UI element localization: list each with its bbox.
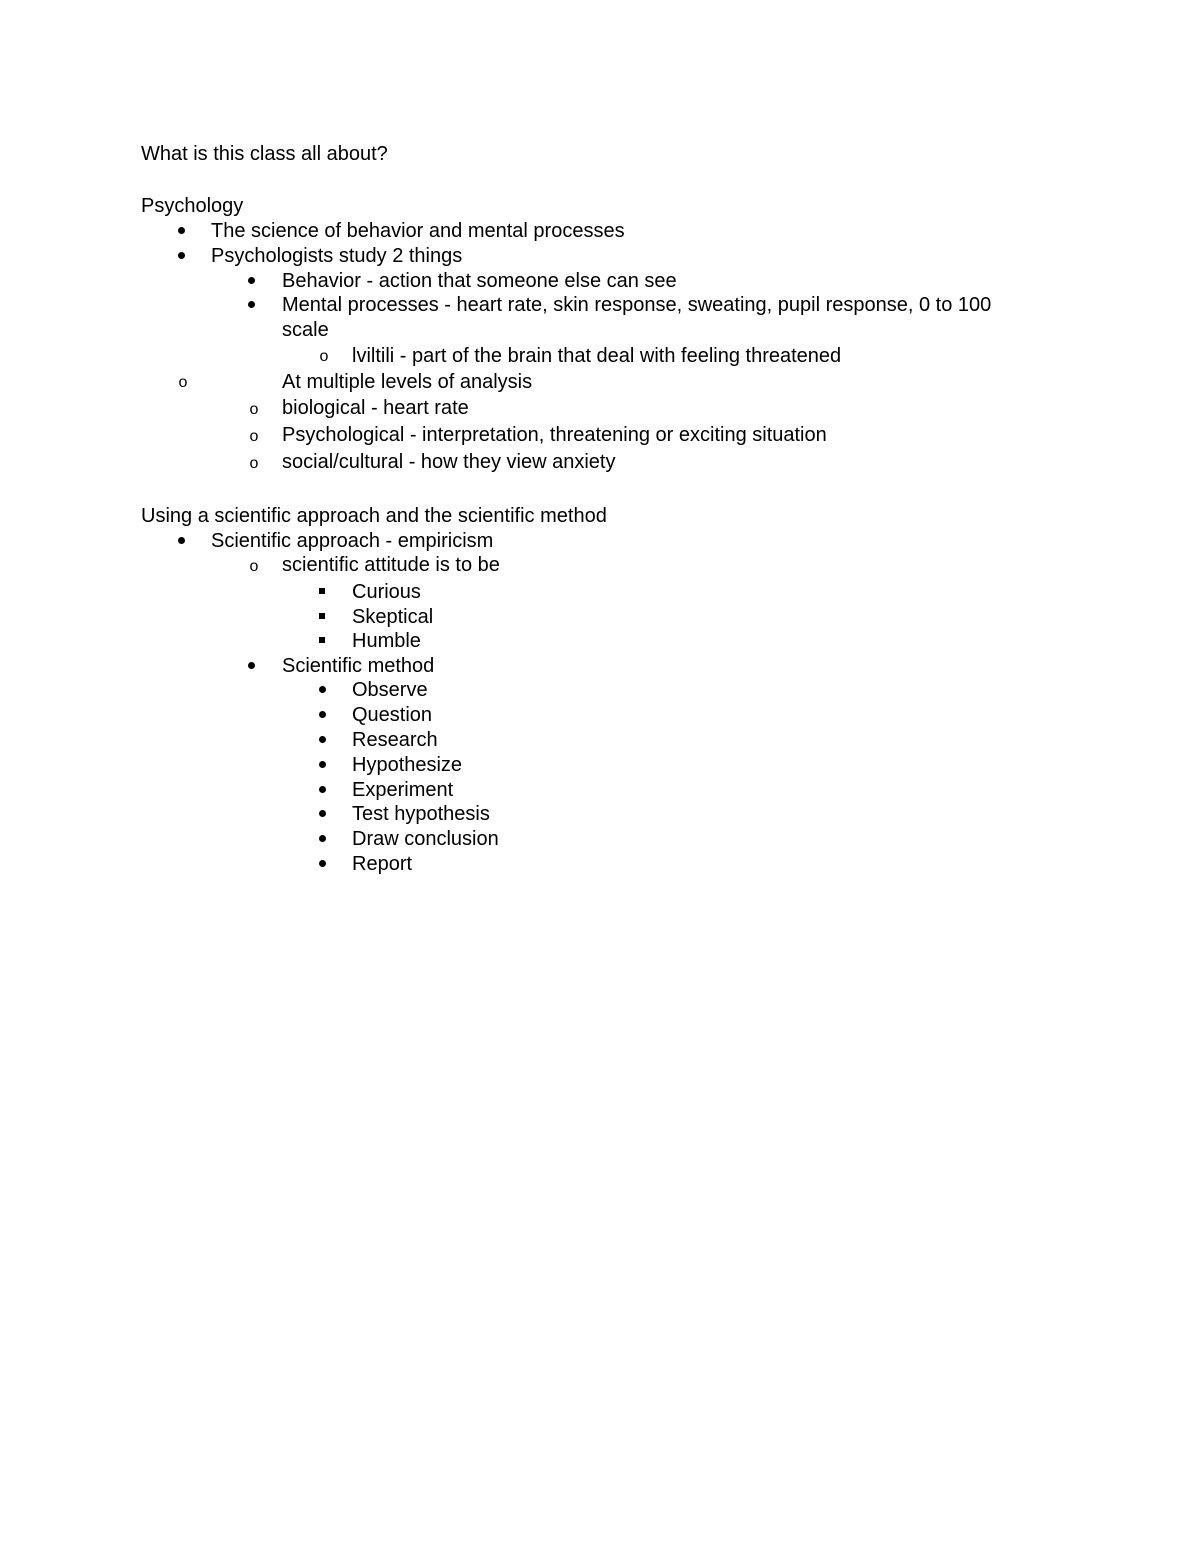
list-item: Scientific approach - empiricism xyxy=(211,530,494,552)
disc-bullet-icon xyxy=(171,244,191,268)
disc-bullet-icon xyxy=(312,802,332,826)
disc-bullet-icon xyxy=(312,778,332,802)
circle-bullet-icon: o xyxy=(319,348,329,365)
list-item: Experiment xyxy=(352,779,454,801)
list-item: Report xyxy=(352,853,413,875)
list-item: Psychologists study 2 things xyxy=(211,245,463,267)
list-item: Question xyxy=(352,704,433,726)
disc-bullet-icon xyxy=(312,678,332,702)
disc-bullet-icon xyxy=(312,753,332,777)
square-bullet-icon xyxy=(312,580,332,604)
list-item: Psychological - interpretation, threatening or exciting situation xyxy=(282,424,827,446)
list-item: scientific attitude is to be xyxy=(282,554,500,576)
disc-bullet-icon xyxy=(241,293,261,317)
intro-question: What is this class all about? xyxy=(141,143,388,165)
disc-bullet-icon xyxy=(171,219,191,243)
disc-bullet-icon xyxy=(312,827,332,851)
disc-bullet-icon xyxy=(312,728,332,752)
list-item: social/cultural - how they view anxiety xyxy=(282,451,616,473)
list-item: Mental processes - heart rate, skin response, sweating, pupil response, 0 to 100 xyxy=(282,294,992,316)
circle-bullet-icon: o xyxy=(249,401,259,418)
list-item: Hypothesize xyxy=(352,754,463,776)
square-bullet-icon xyxy=(312,629,332,653)
disc-bullet-icon xyxy=(171,529,191,553)
list-item: Scientific method xyxy=(282,655,435,677)
list-item: The science of behavior and mental processes xyxy=(211,220,625,242)
list-item: lviltili - part of the brain that deal with feeling threatened xyxy=(352,345,842,367)
disc-bullet-icon xyxy=(312,852,332,876)
disc-bullet-icon xyxy=(241,654,261,678)
circle-bullet-icon: o xyxy=(249,558,259,575)
list-item: Humble xyxy=(352,630,421,652)
list-item: Curious xyxy=(352,581,421,603)
disc-bullet-icon xyxy=(312,703,332,727)
list-item: Research xyxy=(352,729,438,751)
list-item: Observe xyxy=(352,679,428,701)
square-bullet-icon xyxy=(312,605,332,629)
list-item: Test hypothesis xyxy=(352,803,490,825)
list-item: biological - heart rate xyxy=(282,397,469,419)
section-heading-psychology: Psychology xyxy=(141,195,244,217)
section-heading-scientific-approach: Using a scientific approach and the scientific method xyxy=(141,505,607,527)
list-item: Skeptical xyxy=(352,606,434,628)
list-item: Behavior - action that someone else can see xyxy=(282,270,677,292)
circle-bullet-icon: o xyxy=(249,428,259,445)
circle-bullet-icon: o xyxy=(249,455,259,472)
list-item: Draw conclusion xyxy=(352,828,499,850)
list-item-continuation: scale xyxy=(282,319,329,341)
circle-bullet-icon: o xyxy=(178,374,188,391)
disc-bullet-icon xyxy=(241,269,261,293)
list-item: At multiple levels of analysis xyxy=(282,371,533,393)
